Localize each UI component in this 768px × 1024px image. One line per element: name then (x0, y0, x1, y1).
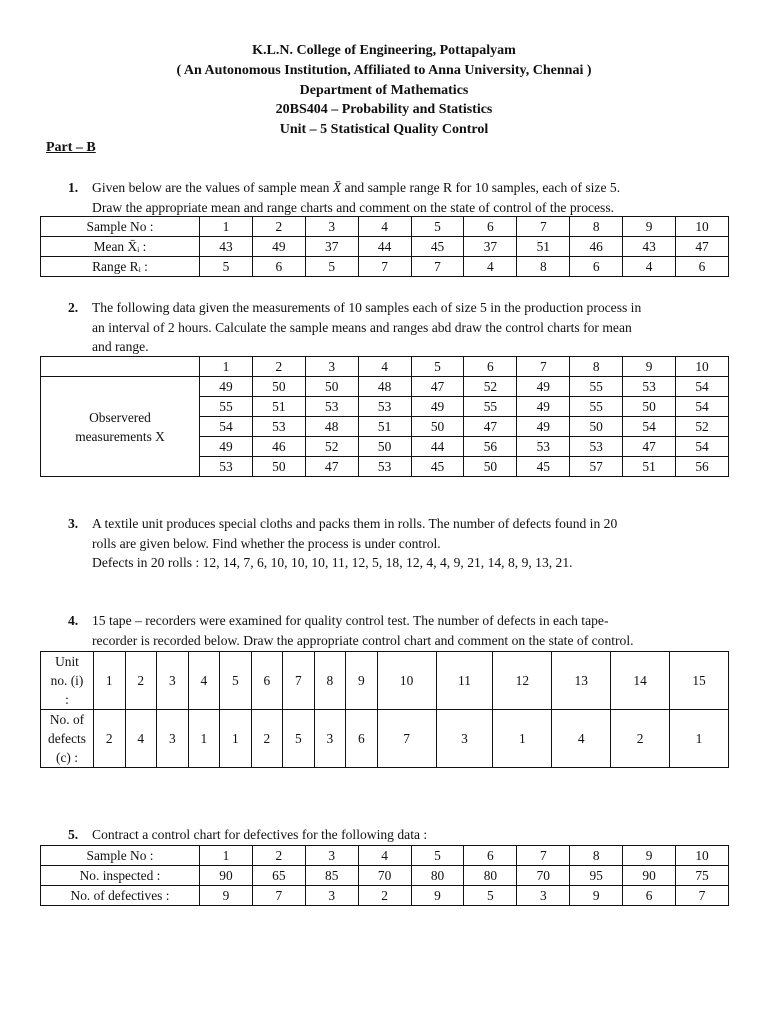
table-cell: 10 (377, 652, 436, 710)
table-cell: 10 (676, 846, 729, 866)
table-cell: 95 (570, 866, 623, 886)
table-cell: 54 (676, 437, 729, 457)
table-cell: 9 (570, 886, 623, 906)
table-cell: 4 (358, 217, 411, 237)
table-cell: 80 (411, 866, 464, 886)
table-cell: 43 (623, 237, 676, 257)
table-cell: 6 (570, 257, 623, 277)
column-header: 9 (623, 357, 676, 377)
row-label: No. inspected : (41, 866, 200, 886)
course-title: 20BS404 – Probability and Statistics (275, 102, 493, 118)
q3-line-3: Defects in 20 rolls : 12, 14, 7, 6, 10, 10, 10, 11, 12, 5, 18, 12, 4, 4, 9, 21, 14, 8, 9, 13, 21. (92, 555, 573, 571)
question-number: 4. (68, 613, 79, 628)
label-line: No. of (49, 712, 85, 727)
table-cell: 53 (200, 457, 253, 477)
q5-line-1: Contract a control chart for defectives for the following data : (92, 827, 428, 842)
column-header: 10 (676, 357, 729, 377)
table-cell: 9 (200, 886, 253, 906)
row-label: Sample No : (41, 846, 200, 866)
table-cell: 7 (283, 652, 315, 710)
unit-row (41, 652, 729, 710)
table-cell: 57 (570, 457, 623, 477)
column-header: 7 (517, 357, 570, 377)
table-cell: 48 (305, 417, 358, 437)
question-3 (68, 514, 618, 573)
q4-line-1: 15 tape – recorders were examined for quality control test. The number of defects in each tape- (92, 613, 609, 628)
q2-line-3: and range. (92, 339, 149, 355)
table-cell: 13 (552, 652, 611, 710)
table-cell: 53 (358, 397, 411, 417)
q1-text-b: and sample range R for 10 samples, each of size 5. (341, 180, 621, 195)
table-cell: 43 (200, 237, 253, 257)
table-cell: 53 (570, 437, 623, 457)
table-cell: 9 (623, 846, 676, 866)
table-cell: 1 (220, 710, 252, 768)
table-cell: 7 (676, 886, 729, 906)
q4-table (40, 651, 729, 768)
table-cell: 4 (358, 846, 411, 866)
q1-mean-symbol: X̄ (332, 180, 342, 195)
table-cell: 1 (200, 217, 253, 237)
column-header: 3 (305, 357, 358, 377)
table-cell: 7 (517, 846, 570, 866)
table-cell: 4 (464, 257, 517, 277)
table-cell: 6 (464, 217, 517, 237)
table-cell: 15 (670, 652, 729, 710)
table-cell: 49 (200, 377, 253, 397)
table-cell: 48 (358, 377, 411, 397)
table-cell: 9 (623, 217, 676, 237)
table-cell: 8 (570, 217, 623, 237)
table-cell: 90 (200, 866, 253, 886)
label-line: (c) : (56, 750, 78, 765)
table-cell: 45 (411, 237, 464, 257)
table-row (41, 217, 729, 237)
table-cell: 50 (252, 377, 305, 397)
q2-line-1: The following data given the measurements of 10 samples each of size 5 in the production process in (92, 300, 642, 315)
table-cell: 90 (623, 866, 676, 886)
part-heading: Part – B (46, 140, 96, 155)
q1-line-2: Draw the appropriate mean and range charts and comment on the state of control of the process. (92, 199, 615, 215)
table-cell: 4 (125, 710, 157, 768)
table-cell: 2 (611, 710, 670, 768)
table-cell: 9 (346, 652, 378, 710)
table-cell: 6 (252, 257, 305, 277)
q2-table (40, 356, 729, 477)
q2-line-2: an interval of 2 hours. Calculate the sample means and ranges abd draw the control charts for mean (92, 319, 632, 335)
table-cell: 75 (676, 866, 729, 886)
question-5 (68, 825, 428, 845)
column-header: 6 (464, 357, 517, 377)
table-cell: 54 (623, 417, 676, 437)
table-cell: 44 (358, 237, 411, 257)
table-row (41, 257, 729, 277)
table-cell: 50 (570, 417, 623, 437)
table-cell: 7 (517, 217, 570, 237)
label-line: Unit (55, 654, 79, 669)
table-cell: 4 (623, 257, 676, 277)
question-4 (68, 611, 634, 650)
table-cell: 55 (200, 397, 253, 417)
table-cell: 51 (623, 457, 676, 477)
table-cell: 44 (411, 437, 464, 457)
table-cell: 5 (411, 846, 464, 866)
table-header-row (41, 357, 729, 377)
table-cell: 47 (411, 377, 464, 397)
table-cell: 55 (570, 377, 623, 397)
table-cell: 2 (125, 652, 157, 710)
table-cell: 3 (305, 217, 358, 237)
table-row (41, 886, 729, 906)
table-cell: 3 (157, 652, 189, 710)
q4-line-2: recorder is recorded below. Draw the appropriate control chart and comment on the state of control. (92, 632, 634, 648)
table-cell: 52 (464, 377, 517, 397)
table-cell: 45 (517, 457, 570, 477)
table-cell: 53 (623, 377, 676, 397)
table-cell: 53 (305, 397, 358, 417)
column-header: 4 (358, 357, 411, 377)
table-cell: 49 (252, 237, 305, 257)
table-cell: 45 (411, 457, 464, 477)
label-line-2: measurements X (75, 428, 165, 444)
table-row (41, 237, 729, 257)
table-cell: 5 (200, 257, 253, 277)
table-cell: 1 (200, 846, 253, 866)
table-cell: 5 (411, 217, 464, 237)
table-cell: 8 (517, 257, 570, 277)
table-row (41, 866, 729, 886)
table-cell: 7 (377, 710, 436, 768)
table-cell: 65 (252, 866, 305, 886)
table-cell: 53 (358, 457, 411, 477)
table-cell: 10 (676, 217, 729, 237)
table-cell: 3 (305, 886, 358, 906)
measurements-label (41, 377, 200, 477)
empty-header-cell (41, 357, 200, 377)
table-cell: 7 (411, 257, 464, 277)
question-number: 5. (68, 827, 79, 842)
column-header: 1 (200, 357, 253, 377)
table-cell: 5 (220, 652, 252, 710)
table-cell: 11 (436, 652, 493, 710)
table-cell: 47 (676, 237, 729, 257)
table-cell: 54 (200, 417, 253, 437)
table-cell: 50 (252, 457, 305, 477)
table-cell: 2 (252, 846, 305, 866)
table-cell: 49 (200, 437, 253, 457)
q1-table (40, 216, 729, 277)
table-cell: 80 (464, 866, 517, 886)
table-cell: 50 (358, 437, 411, 457)
row-label: Sample No : (41, 217, 200, 237)
table-cell: 51 (358, 417, 411, 437)
table-cell: 2 (251, 710, 283, 768)
column-header: 2 (252, 357, 305, 377)
question-number: 2. (68, 300, 79, 315)
table-cell: 7 (358, 257, 411, 277)
defects-row (41, 710, 729, 768)
row-label (41, 652, 94, 710)
table-cell: 4 (552, 710, 611, 768)
table-cell: 37 (305, 237, 358, 257)
table-cell: 6 (251, 652, 283, 710)
column-header: 8 (570, 357, 623, 377)
label-line: no. (i) (50, 673, 84, 688)
table-cell: 9 (411, 886, 464, 906)
table-cell: 47 (305, 457, 358, 477)
table-cell: 1 (670, 710, 729, 768)
table-cell: 46 (252, 437, 305, 457)
table-cell: 5 (305, 257, 358, 277)
table-cell: 4 (188, 652, 220, 710)
table-cell: 56 (464, 437, 517, 457)
row-label (41, 710, 94, 768)
table-cell: 52 (676, 417, 729, 437)
table-cell: 50 (411, 417, 464, 437)
row-label: Mean X̄ᵢ : (41, 237, 200, 257)
table-cell: 37 (464, 237, 517, 257)
table-cell: 1 (493, 710, 552, 768)
label-line: : (65, 692, 69, 707)
unit-title: Unit – 5 Statistical Quality Control (279, 122, 489, 138)
label-line-1: Observered (89, 409, 151, 425)
college-name: K.L.N. College of Engineering, Pottapalyam (252, 43, 516, 58)
table-cell: 6 (676, 257, 729, 277)
table-cell: 1 (188, 710, 220, 768)
table-cell: 55 (570, 397, 623, 417)
table-cell: 50 (623, 397, 676, 417)
table-cell: 5 (464, 886, 517, 906)
table-cell: 3 (157, 710, 189, 768)
table-cell: 14 (611, 652, 670, 710)
q5-table (40, 845, 729, 906)
table-cell: 49 (517, 397, 570, 417)
table-cell: 8 (314, 652, 346, 710)
table-cell: 3 (436, 710, 493, 768)
table-cell: 8 (570, 846, 623, 866)
table-cell: 6 (464, 846, 517, 866)
row-label: Range Rᵢ : (41, 257, 200, 277)
table-cell: 49 (411, 397, 464, 417)
table-cell: 47 (464, 417, 517, 437)
table-cell: 51 (252, 397, 305, 417)
question-number: 3. (68, 516, 79, 531)
q1-text-a: Given below are the values of sample mean (92, 180, 333, 195)
table-cell: 53 (252, 417, 305, 437)
table-cell: 47 (623, 437, 676, 457)
table-row (41, 377, 729, 397)
q3-line-1: A textile unit produces special cloths and packs them in rolls. The number of defects found in 20 (92, 516, 618, 531)
table-cell: 55 (464, 397, 517, 417)
label-line: defects (48, 731, 86, 746)
table-cell: 2 (358, 886, 411, 906)
table-cell: 50 (464, 457, 517, 477)
table-cell: 2 (94, 710, 126, 768)
table-cell: 51 (517, 237, 570, 257)
table-cell: 50 (305, 377, 358, 397)
q3-line-2: rolls are given below. Find whether the process is under control. (92, 535, 441, 551)
table-cell: 70 (358, 866, 411, 886)
table-cell: 54 (676, 397, 729, 417)
table-cell: 52 (305, 437, 358, 457)
table-cell: 85 (305, 866, 358, 886)
column-header: 5 (411, 357, 464, 377)
document-header (0, 41, 768, 140)
table-cell: 70 (517, 866, 570, 886)
table-cell: 49 (517, 377, 570, 397)
question-number: 1. (68, 180, 79, 195)
table-cell: 53 (517, 437, 570, 457)
table-row (41, 846, 729, 866)
table-cell: 5 (283, 710, 315, 768)
question-1 (68, 178, 621, 217)
table-cell: 6 (346, 710, 378, 768)
table-cell: 1 (94, 652, 126, 710)
table-cell: 6 (623, 886, 676, 906)
table-cell: 2 (252, 217, 305, 237)
table-cell: 49 (517, 417, 570, 437)
table-cell: 3 (305, 846, 358, 866)
table-cell: 12 (493, 652, 552, 710)
department: Department of Mathematics (299, 82, 469, 98)
table-cell: 46 (570, 237, 623, 257)
table-cell: 56 (676, 457, 729, 477)
table-cell: 7 (252, 886, 305, 906)
table-cell: 54 (676, 377, 729, 397)
institution-note: ( An Autonomous Institution, Affiliated to Anna University, Chennai ) (176, 62, 592, 78)
table-cell: 3 (517, 886, 570, 906)
row-label: No. of defectives : (41, 886, 200, 906)
question-2 (68, 298, 642, 357)
table-cell: 3 (314, 710, 346, 768)
